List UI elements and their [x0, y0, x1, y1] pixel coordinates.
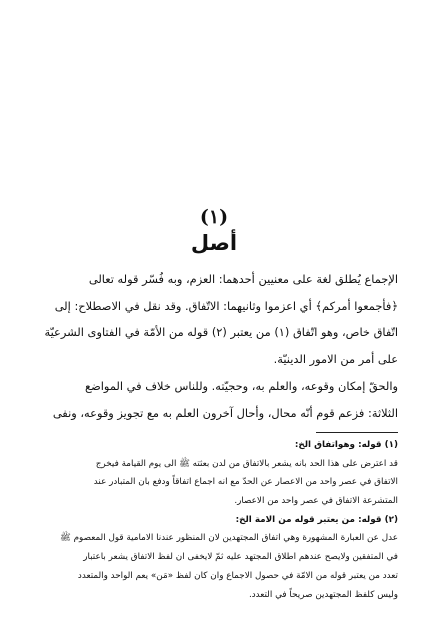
footnote-divider	[316, 432, 398, 433]
footnote-line: الاتفاق في عصر واحد من الاعصار عن الحدّ مع انه اجماع اتفاقاً ودفع بان المتبادر عند	[93, 477, 398, 488]
paragraph-line: الإجماع يُطلق لغة على معنيين أحدهما: العزم، وبه فُسّر قوله تعالى	[88, 272, 398, 286]
footnote-line: في المتفقين ولايصح عندهم اطلاق المجتهد عليه ثمّ لايخفى ان لفظ الاتفاق يشعر باعتبار	[83, 552, 398, 563]
footnote-heading: (١) قوله: وهواتفاق الخ:	[294, 440, 398, 450]
footnote-heading: (٢) قوله: من يعتبر قوله من الامة الخ:	[235, 514, 398, 525]
paragraph-line: ﴿فأجمعوا أمركم﴾ أي اعزموا وثانيهما: الاتّفاق. وقد نقل في الاصطلاح: إلى	[54, 298, 398, 313]
footnote-line: عدل عن العبارة المشهورة وهي اتفاق المجتهدين لان المنظور عندنا الامامية قول المعصوم ﷺ	[60, 533, 398, 544]
paragraph-line: والحقّ إمكان وقوعه، والعلم به، وحجيّته. وللناس خلاف في المواضع	[85, 379, 398, 393]
footnote-line: وليس كلفظ المجتهدين صريحاً في التعدد.	[248, 589, 398, 600]
footnote-line: تعدد من يعتبر قوله من الامّة في حصول الاجماع وان كان لفظ «مَن» يعم الواحد والمتعدد	[77, 570, 398, 581]
section-number: (١)	[199, 206, 229, 228]
paragraph-line: اتّفاق خاص، وهو اتّفاق (١) من يعتبر (٢) قوله من الأمّة في الفتاوى الشرعيّة	[44, 325, 398, 339]
paragraph-2	[34, 373, 398, 426]
footnotes	[34, 436, 398, 604]
section-heading: أصل	[190, 231, 238, 255]
footnote-line: قد اعترض على هذا الحد بانه يشعر بالاتفاق من لدن بعثته ﷺ الى يوم القيامة فيخرج	[95, 458, 398, 469]
paragraph-line: الثلاثة: فزعم قوم أنّه محال، وأحال آخرون العلم به مع تجويز وقوعه، ونفى	[52, 405, 398, 420]
paragraph-1	[34, 266, 398, 372]
footnote-line: المتشرعة الاتفاق في عصر واحد من الاعصار.	[234, 496, 398, 507]
paragraph-line: على أمر من الامور الدينيّة.	[273, 351, 398, 366]
